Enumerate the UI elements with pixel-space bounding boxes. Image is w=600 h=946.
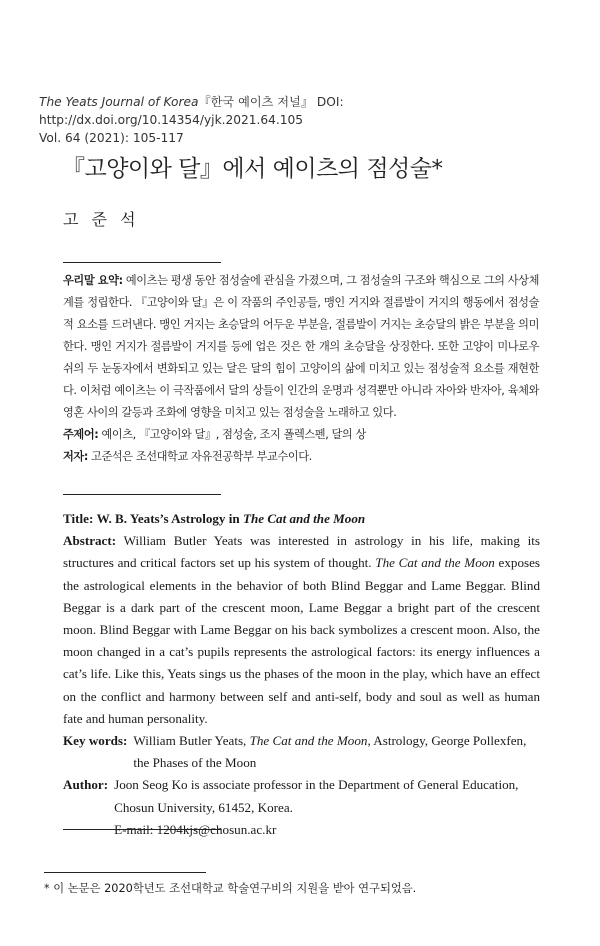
korean-keywords [63,424,539,446]
english-abstract-part1: William Butler Yeats was interested in astrology in his life, making its structures and critical factors set up his system of thought. [63,533,540,571]
article-title: 『고양이와 달』에서 예이츠의 점성술* [62,156,443,182]
journal-name-ko: 『한국 예이츠 저널』 [198,95,314,109]
english-author-label: Author: [63,777,109,793]
korean-abstract [63,270,539,424]
english-abstract-part2: exposes the astrological elements in the behavior of both Blind Beggar and Lame Beggar. Blind Beggar is a dark part of the crescent moon, Lame Beggar a bright part of the crescent moon. Blind Beggar with Lame Beggar on his back symbolizes a crescent moon. Also, the moon changed in a cat’s pupils represents the astrological factors: its energy influences a cat’s life. Like this, Yeats sings us the phases of the moon in the play, which have an effect on the conflict and harmony between self and anti-self, body and soul as well as human fate and human personality. [63,555,541,726]
english-abstract-work: The Cat and the Moon [375,555,495,571]
english-title-label: Title: [63,511,94,526]
divider-bottom [63,829,221,830]
journal-name-en: The Yeats Journal of Korea [39,95,199,109]
english-abstract-label: Abstract: [63,533,117,549]
korean-keywords-text: 예이츠, 『고양이와 달』, 점성술, 조지 폴렉스펜, 달의 상 [98,428,366,441]
english-keywords-part2: , Astrology, George Pollexfen, the Phases of the Moon [133,733,527,771]
english-keywords-text [127,730,540,774]
divider-top [63,262,221,263]
divider-middle [63,494,221,495]
journal-line-1 [39,93,579,129]
footnote: * 이 논문은 2020학년도 조선대학교 학술연구비의 지원을 받아 연구되었음. [44,882,417,895]
korean-author-label: 저자: [63,450,88,463]
english-keywords-part1: William Butler Yeats, [133,733,250,749]
english-keywords [63,730,540,774]
korean-abstract-section [63,270,539,468]
korean-abstract-label: 우리말 요약: [63,274,123,287]
english-author [63,774,540,841]
english-title [63,508,540,530]
footnote-divider [44,872,206,873]
journal-header [39,93,579,147]
english-author-email[interactable]: E-mail: 1204kjs@chosun.ac.kr [114,821,277,837]
doi-link[interactable]: DOI: http://dx.doi.org/10.14354/yjk.2021.64.105 [39,95,344,127]
english-abstract [63,530,540,730]
english-keywords-work: The Cat and the Moon [249,733,368,749]
english-abstract-section [63,508,540,841]
korean-keywords-label: 주제어: [63,428,99,441]
korean-abstract-text: 예이츠는 평생 동안 점성술에 관심을 가졌으며, 그 점성술의 구조와 핵심으로 그의 사상체계를 정립한다. 『고양이와 달』은 이 작품의 주인공들, 맹인 거지와 절름발이 거지의 행동에서 점성술적 요소를 드러낸다. 맹인 거지는 초승달의 어두운 부분을, 절름발이 거지는 초승달의 밝은 부분을 의미한다. 맹인 거지가 절름발이 거지를 등에 업은 것은 한 개의 초승달을 상징한다. 또한 고양이 미나로우쉬의 두 눈동자에서 변화되고 있는 달은 달의 힘이 고양이의 삶에 미치고 있는 점성술적 요소를 재현한다. 이처럼 예이츠는 이 극작품에서 달의 상들이 인간의 운명과 성격뿐만 아니라 자아와 반자아, 육체와 영혼 사이의 갈등과 조화에 영향을 미치고 있는 점성술을 노래하고 있다. [63,274,539,419]
english-author-text [108,774,540,841]
volume-info: Vol. 64 (2021): 105-117 [39,131,184,145]
korean-author [63,446,539,468]
english-author-line: Joon Seog Ko is associate professor in the Department of General Education, Chosun University, 61452, Korea. [114,777,519,815]
english-keywords-label: Key words: [63,733,128,749]
english-title-work: The Cat and the Moon [242,511,366,526]
english-title-text: W. B. Yeats’s Astrology in [96,511,243,526]
korean-author-text: 고준석은 조선대학교 자유전공학부 부교수이다. [87,450,312,463]
author-name-ko: 고 준 석 [63,210,140,229]
